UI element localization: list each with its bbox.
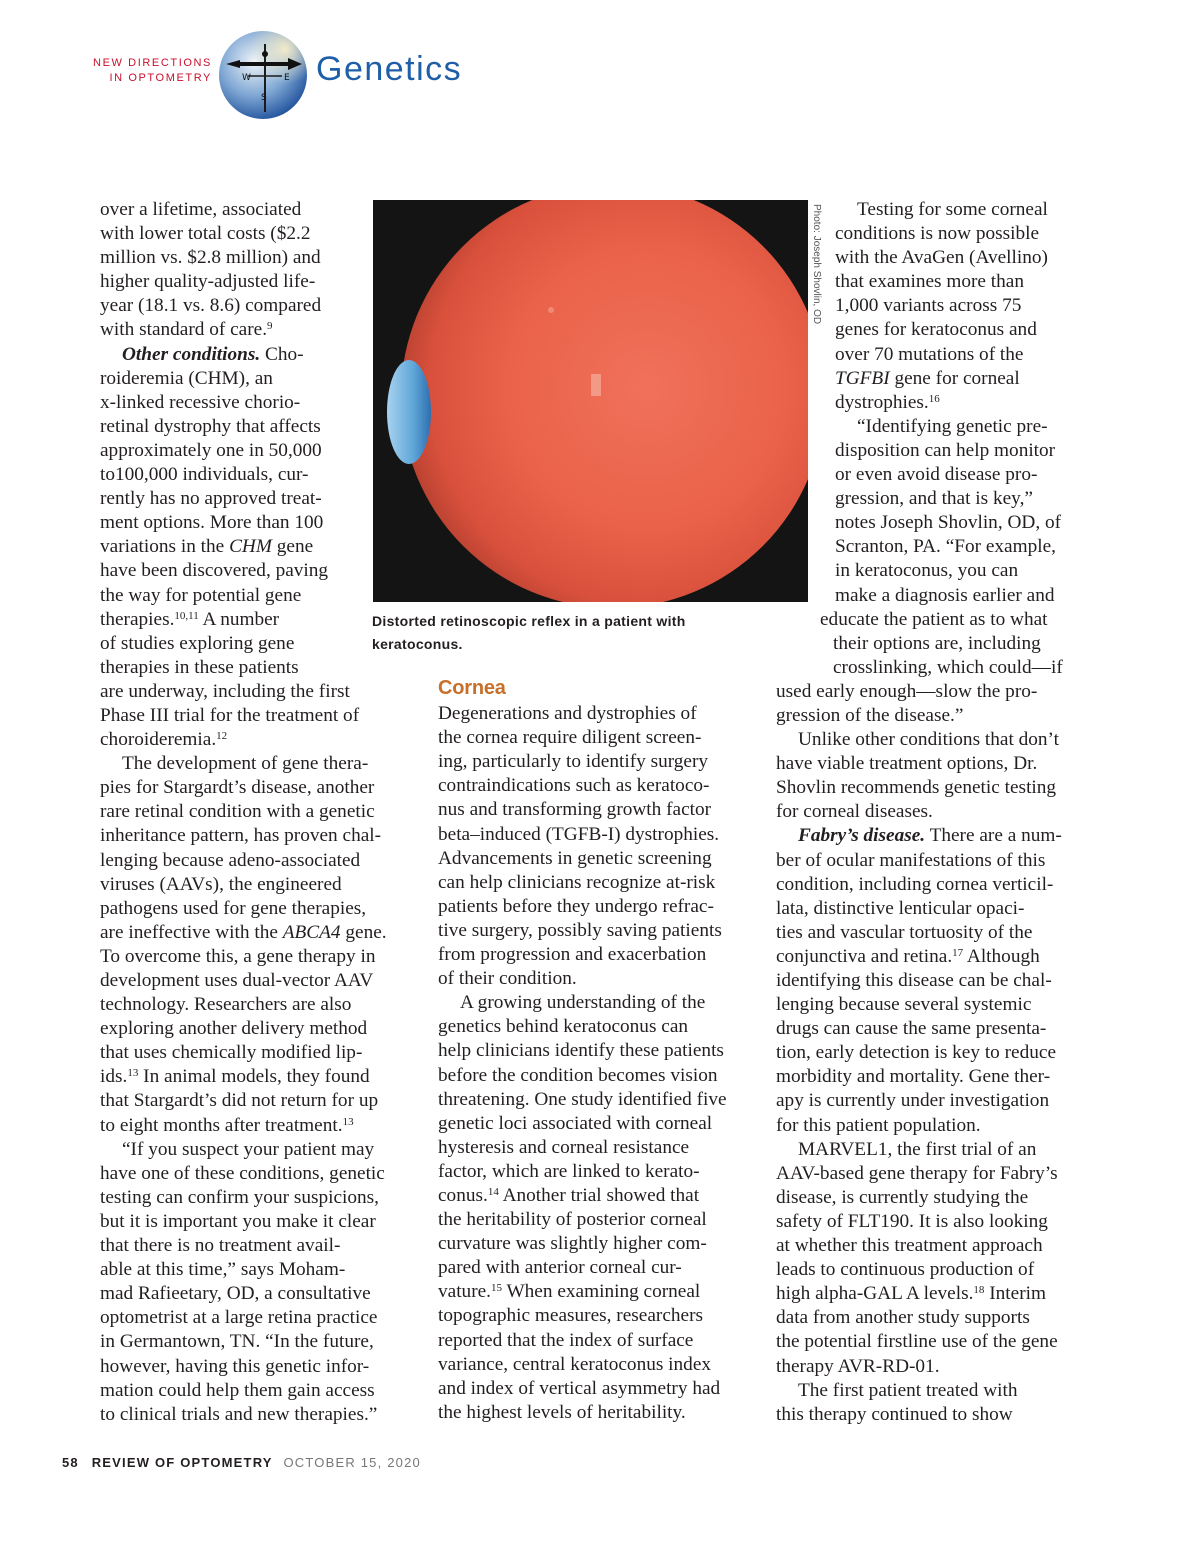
text-line: rently has no approved treat- bbox=[100, 488, 322, 510]
text-line: over a lifetime, associated bbox=[100, 199, 302, 220]
text-line: tive surgery, possibly saving patients bbox=[438, 919, 722, 941]
section-subhead: Cornea bbox=[438, 677, 506, 699]
text-line: that uses chemically modified lip- bbox=[100, 1042, 363, 1064]
text-line: educate the patient as to what bbox=[820, 608, 1048, 630]
text-line: from progression and exacerbation bbox=[438, 944, 707, 966]
text-line: make a diagnosis earlier and bbox=[835, 584, 1055, 606]
text-line: help clinicians identify these patients bbox=[438, 1040, 724, 1062]
text-line: therapies in these patients bbox=[100, 656, 299, 678]
text-line: therapy AVR-RD-01. bbox=[776, 1355, 940, 1377]
text-line: able at this time,” says Moham- bbox=[100, 1259, 346, 1281]
magazine-name: REVIEW OF OPTOMETRY bbox=[91, 1455, 273, 1470]
text-line: gression of the disease.” bbox=[776, 704, 964, 726]
text-line: can help clinicians recognize at-risk bbox=[438, 871, 716, 893]
text-line: “Identifying genetic pre- bbox=[857, 415, 1048, 437]
footnote-ref: 15 bbox=[491, 1282, 502, 1295]
subhead-runin: Other conditions. bbox=[122, 343, 261, 365]
text-line: that Stargardt’s did not return for up bbox=[100, 1090, 379, 1112]
text-line: apy is currently under investigation bbox=[776, 1090, 1050, 1112]
svg-text:W: W bbox=[242, 73, 251, 83]
text: variations in the bbox=[100, 536, 230, 558]
text-line: used early enough—slow the pro- bbox=[776, 680, 1038, 702]
text: choroideremia. bbox=[100, 729, 217, 751]
text-line: that there is no treatment avail- bbox=[100, 1235, 341, 1257]
text: A number bbox=[198, 608, 280, 630]
text-line: at whether this treatment approach bbox=[776, 1235, 1043, 1257]
text-line: roideremia (CHM), an bbox=[100, 367, 273, 389]
text-line: however, having this genetic infor- bbox=[100, 1355, 370, 1377]
footnote-ref: 13 bbox=[127, 1067, 139, 1080]
footnote-ref: 13 bbox=[342, 1115, 354, 1128]
text-line bbox=[100, 728, 416, 752]
text-line: have viable treatment options, Dr. bbox=[776, 753, 1038, 775]
caption-line: Distorted retinoscopic reflex in a patient with bbox=[372, 613, 686, 629]
text: conus. bbox=[438, 1184, 488, 1206]
footnote-ref: 10,11 bbox=[174, 609, 199, 622]
text: gene. bbox=[340, 921, 387, 943]
text-line: million vs. $2.8 million) and bbox=[100, 247, 321, 269]
text-line bbox=[100, 535, 416, 559]
department-kicker bbox=[60, 56, 212, 86]
text-line: The development of gene thera- bbox=[122, 753, 369, 775]
text-line bbox=[835, 367, 1106, 391]
text-line: viruses (AAVs), the engineered bbox=[100, 873, 342, 895]
text-line: lenging because several systemic bbox=[776, 994, 1032, 1016]
text-line: but it is important you make it clear bbox=[100, 1210, 376, 1232]
text-line: in keratoconus, you can bbox=[835, 560, 1019, 582]
text-line: pathogens used for gene therapies, bbox=[100, 897, 367, 919]
text: gene for corneal bbox=[889, 367, 1020, 389]
text-line: conditions is now possible bbox=[835, 223, 1040, 245]
text: are ineffective with the bbox=[100, 921, 283, 943]
text-line: before the condition becomes vision bbox=[438, 1064, 718, 1086]
text-line: morbidity and mortality. Gene ther- bbox=[776, 1066, 1051, 1088]
text-line: Testing for some corneal bbox=[857, 199, 1048, 220]
subhead-runin: Fabry’s disease. bbox=[798, 825, 926, 847]
gene-name: TGFBI bbox=[835, 367, 890, 389]
text-line: factor, which are linked to kerato- bbox=[438, 1160, 700, 1182]
text-line: higher quality-adjusted life- bbox=[100, 271, 316, 293]
kicker-line: NEW DIRECTIONS bbox=[93, 57, 212, 69]
text: Another trial showed that bbox=[498, 1184, 700, 1206]
text-line: testing can confirm your suspicions, bbox=[100, 1186, 379, 1208]
text: ids. bbox=[100, 1066, 128, 1088]
text: high alpha-GAL A levels. bbox=[776, 1283, 974, 1305]
text-line: contraindications such as keratoco- bbox=[438, 775, 710, 797]
text-line bbox=[776, 945, 1106, 969]
article-column-1 bbox=[100, 198, 416, 1427]
text-line: Shovlin recommends genetic testing bbox=[776, 777, 1057, 799]
text-line bbox=[835, 391, 1106, 415]
text-line: disease, is currently studying the bbox=[776, 1186, 1029, 1208]
text-line: their options are, including bbox=[833, 632, 1041, 654]
footnote-ref: 9 bbox=[267, 320, 273, 333]
text-line bbox=[100, 343, 416, 367]
section-title: Genetics bbox=[316, 50, 463, 88]
text-line bbox=[438, 1184, 756, 1208]
text-line: exploring another delivery method bbox=[100, 1018, 368, 1040]
text-line: to100,000 individuals, cur- bbox=[100, 464, 309, 486]
text-line: x-linked recessive chorio- bbox=[100, 391, 301, 413]
text-line: with the AvaGen (Avellino) bbox=[835, 247, 1048, 269]
text-line bbox=[776, 824, 1106, 848]
text-line: patients before they undergo refrac- bbox=[438, 895, 714, 917]
page-number: 58 bbox=[62, 1455, 79, 1470]
text-line: lata, distinctive lenticular opaci- bbox=[776, 897, 1025, 919]
text-line: to clinical trials and new therapies.” bbox=[100, 1403, 378, 1425]
text-line: nus and transforming growth factor bbox=[438, 799, 712, 821]
footnote-ref: 14 bbox=[487, 1185, 499, 1198]
text-line: the cornea require diligent screen- bbox=[438, 727, 702, 749]
text: Interim bbox=[984, 1283, 1046, 1305]
text-line: condition, including cornea verticil- bbox=[776, 873, 1054, 895]
text-line: ties and vascular tortuosity of the bbox=[776, 921, 1033, 943]
footnote-ref: 17 bbox=[952, 946, 964, 959]
text-line: MARVEL1, the first trial of an bbox=[798, 1138, 1037, 1160]
text-line: The first patient treated with bbox=[798, 1379, 1018, 1401]
text-line: this therapy continued to show bbox=[776, 1403, 1013, 1425]
text-line: beta–induced (TGFB-I) dystrophies. bbox=[438, 823, 720, 845]
text: to eight months after treatment. bbox=[100, 1114, 343, 1136]
text-line: “If you suspect your patient may bbox=[122, 1138, 375, 1160]
text-line: pies for Stargardt’s disease, another bbox=[100, 777, 375, 799]
text-line: the highest levels of heritability. bbox=[438, 1401, 686, 1423]
text-line: over 70 mutations of the bbox=[835, 343, 1024, 365]
footnote-ref: 12 bbox=[216, 730, 228, 743]
text-line bbox=[100, 921, 416, 945]
gene-name: ABCA4 bbox=[282, 921, 341, 943]
text-line: technology. Researchers are also bbox=[100, 994, 352, 1016]
text-line: mation could help them gain access bbox=[100, 1379, 375, 1401]
gene-name: CHM bbox=[229, 536, 272, 558]
text-line: variance, central keratoconus index bbox=[438, 1353, 712, 1375]
text: Cho- bbox=[260, 343, 304, 365]
text: conjunctiva and retina. bbox=[776, 945, 953, 967]
text-line: topographic measures, researchers bbox=[438, 1305, 703, 1327]
photo-credit-text: Photo: Joseph Shovlin, OD bbox=[811, 204, 822, 325]
text-line: development uses dual-vector AAV bbox=[100, 970, 374, 991]
text-line bbox=[100, 608, 416, 632]
wrapped-text-block bbox=[776, 198, 1106, 608]
text-line: Scranton, PA. “For example, bbox=[835, 536, 1056, 558]
text: with standard of care. bbox=[100, 319, 268, 341]
text-line: for this patient population. bbox=[776, 1114, 981, 1136]
text: vature. bbox=[438, 1281, 491, 1303]
text: Although bbox=[963, 945, 1040, 967]
text-line: rare retinal condition with a genetic bbox=[100, 801, 375, 823]
text-line: data from another study supports bbox=[776, 1307, 1030, 1329]
text-line bbox=[100, 1065, 416, 1089]
text-line: optometrist at a large retina practice bbox=[100, 1307, 378, 1329]
text-line: gression, and that is key,” bbox=[835, 488, 1033, 510]
text-line: drugs can cause the same presenta- bbox=[776, 1018, 1047, 1040]
text-line: the potential firstline use of the gene bbox=[776, 1331, 1058, 1353]
text-line: threatening. One study identified five bbox=[438, 1088, 727, 1110]
figure-caption bbox=[372, 610, 752, 656]
text-line: the way for potential gene bbox=[100, 584, 302, 606]
text-line: 1,000 variants across 75 bbox=[835, 295, 1022, 317]
text-line bbox=[438, 1280, 756, 1304]
text-line: or even avoid disease pro- bbox=[835, 464, 1038, 486]
text-line: have been discovered, paving bbox=[100, 560, 329, 582]
text: When examining corneal bbox=[502, 1281, 701, 1303]
text: In animal models, they found bbox=[138, 1066, 370, 1088]
wrapped-text-block bbox=[776, 608, 1106, 632]
article-column-2 bbox=[438, 676, 756, 1425]
text-line: curvature was slightly higher com- bbox=[438, 1233, 707, 1255]
caption-line: keratoconus. bbox=[372, 636, 463, 652]
text-line: genetic loci associated with corneal bbox=[438, 1112, 713, 1134]
text-line: retinal dystrophy that affects bbox=[100, 415, 321, 437]
text-line: inheritance pattern, has proven chal- bbox=[100, 825, 382, 847]
text-line: Degenerations and dystrophies of bbox=[438, 703, 697, 725]
text-line: genetics behind keratoconus can bbox=[438, 1016, 689, 1038]
text-line: notes Joseph Shovlin, OD, of bbox=[835, 512, 1062, 534]
text-line: that examines more than bbox=[835, 271, 1024, 293]
text-line: genes for keratoconus and bbox=[835, 319, 1037, 341]
retinoscopy-photo bbox=[373, 200, 808, 602]
text-line: Phase III trial for the treatment of bbox=[100, 704, 360, 726]
text-line: with lower total costs ($2.2 bbox=[100, 223, 311, 245]
text-line: ber of ocular manifestations of this bbox=[776, 849, 1046, 871]
text-line: year (18.1 vs. 8.6) compared bbox=[100, 295, 322, 317]
text-line: AAV-based gene therapy for Fabry’s bbox=[776, 1162, 1058, 1184]
page-footer bbox=[62, 1455, 421, 1470]
text-line: mad Rafieetary, OD, a consultative bbox=[100, 1283, 371, 1305]
text-line: are underway, including the first bbox=[100, 680, 350, 702]
text-line: tion, early detection is key to reduce bbox=[776, 1042, 1057, 1064]
text-line: lenging because adeno-associated bbox=[100, 849, 361, 871]
kicker-line: IN OPTOMETRY bbox=[109, 72, 212, 84]
svg-text:E: E bbox=[284, 73, 290, 83]
text: dystrophies. bbox=[835, 391, 929, 413]
text-line: identifying this disease can be chal- bbox=[776, 970, 1052, 991]
text: therapies. bbox=[100, 608, 175, 630]
text-line: of their condition. bbox=[438, 968, 577, 990]
text-line: for corneal diseases. bbox=[776, 801, 933, 823]
text-line: safety of FLT190. It is also looking bbox=[776, 1210, 1048, 1232]
text-line: have one of these conditions, genetic bbox=[100, 1162, 385, 1184]
wrapped-text-block bbox=[776, 632, 1106, 680]
page-header bbox=[0, 0, 1200, 140]
weathervane-logo bbox=[218, 30, 308, 120]
text-line: disposition can help monitor bbox=[835, 439, 1056, 461]
svg-text:S: S bbox=[261, 93, 267, 103]
text: gene bbox=[271, 536, 314, 558]
text-line bbox=[100, 318, 416, 342]
text-line: crosslinking, which could—if bbox=[833, 656, 1063, 678]
text-line: A growing understanding of the bbox=[460, 992, 706, 1014]
text-line: ing, particularly to identify surgery bbox=[438, 751, 709, 773]
footnote-ref: 18 bbox=[973, 1284, 985, 1297]
text-line: hysteresis and corneal resistance bbox=[438, 1136, 690, 1158]
text-line: reported that the index of surface bbox=[438, 1329, 694, 1351]
text-line: approximately one in 50,000 bbox=[100, 439, 322, 461]
text-line: To overcome this, a gene therapy in bbox=[100, 945, 376, 967]
text-line: of studies exploring gene bbox=[100, 632, 295, 654]
text-line: and index of vertical asymmetry had bbox=[438, 1377, 721, 1399]
text-line: ment options. More than 100 bbox=[100, 512, 324, 534]
text-line: leads to continuous production of bbox=[776, 1259, 1035, 1281]
text-line: in Germantown, TN. “In the future, bbox=[100, 1331, 374, 1353]
text-line: Unlike other conditions that don’t bbox=[798, 729, 1059, 751]
text-line: Advancements in genetic screening bbox=[438, 847, 712, 869]
text-line: pared with anterior corneal cur- bbox=[438, 1257, 682, 1279]
text: There are a num- bbox=[925, 825, 1062, 847]
text-line bbox=[776, 1282, 1106, 1306]
article-column-3 bbox=[776, 198, 1106, 1427]
text-line: the heritability of posterior corneal bbox=[438, 1209, 707, 1231]
issue-date: OCTOBER 15, 2020 bbox=[283, 1455, 421, 1470]
footnote-ref: 16 bbox=[928, 392, 940, 405]
text-line bbox=[100, 1114, 416, 1138]
